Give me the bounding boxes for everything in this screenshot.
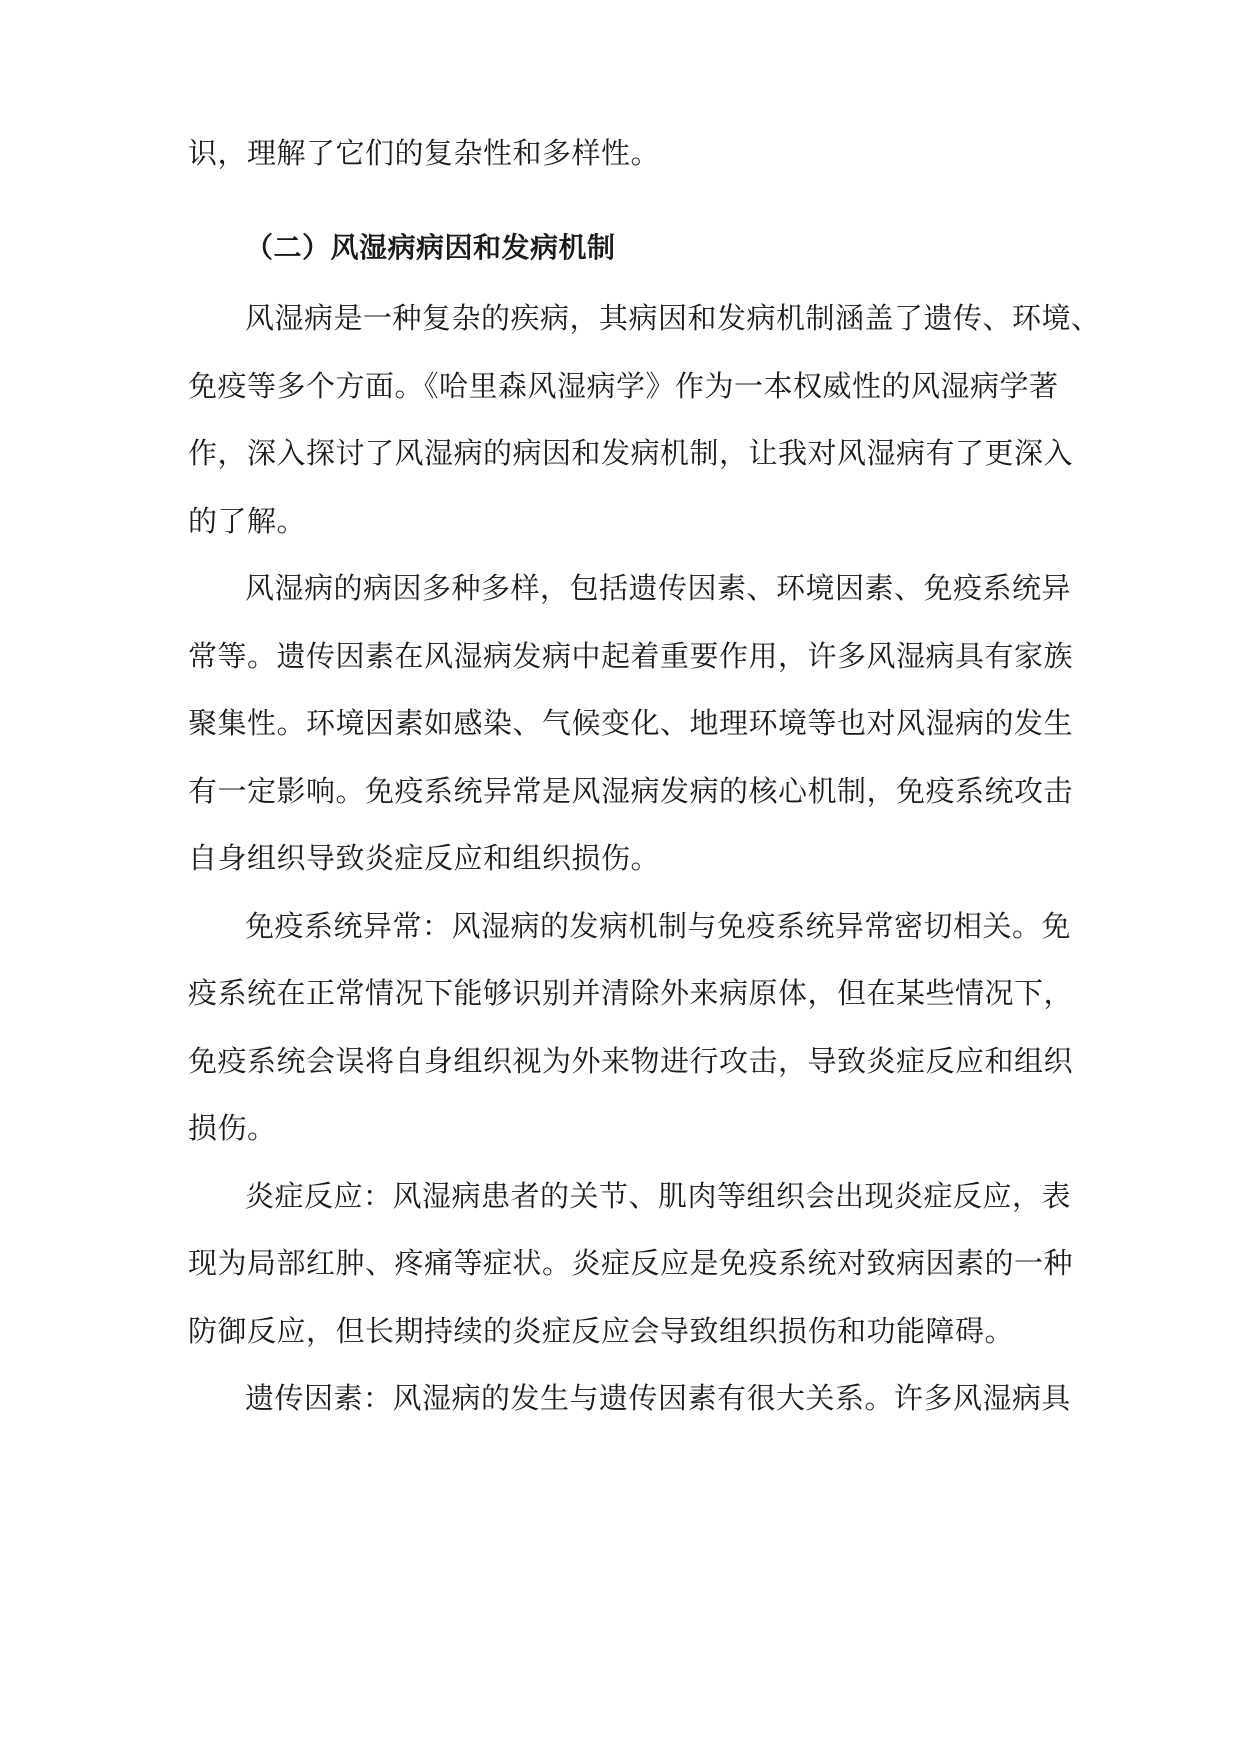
text-line: 常等。遗传因素在风湿病发病中起着重要作用，许多风湿病具有家族: [188, 639, 1074, 673]
text-line: 有一定影响。免疫系统异常是风湿病发病的核心机制，免疫系统攻击: [188, 774, 1074, 808]
text-line: 的了解。: [188, 504, 307, 538]
text-line: 疫系统在正常情况下能够识别并清除外来病原体，但在某些情况下，: [188, 976, 1074, 1010]
text-line: 防御反应，但长期持续的炎症反应会导致组织损伤和功能障碍。: [188, 1314, 1015, 1348]
section-heading: （二）风湿病病因和发病机制: [245, 231, 616, 264]
text-line: 风湿病的病因多种多样，包括遗传因素、环境因素、免疫系统异: [245, 571, 1072, 605]
text-line: 作，深入探讨了风湿病的病因和发病机制，让我对风湿病有了更深入: [188, 436, 1074, 470]
text-line: 风湿病是一种复杂的疾病，其病因和发病机制涵盖了遗传、环境、: [245, 301, 1101, 335]
text-line: 炎症反应：风湿病患者的关节、肌肉等组织会出现炎症反应，表: [245, 1179, 1072, 1213]
text-line: 自身组织导致炎症反应和组织损伤。: [188, 841, 661, 875]
text-line: 免疫系统异常：风湿病的发病机制与免疫系统异常密切相关。免: [245, 909, 1072, 943]
text-line: 识，理解了它们的复杂性和多样性。: [188, 136, 661, 170]
text-line: 聚集性。环境因素如感染、气候变化、地理环境等也对风湿病的发生: [188, 706, 1074, 740]
text-line: 现为局部红肿、疼痛等症状。炎症反应是免疫系统对致病因素的一种: [188, 1246, 1074, 1280]
text-line: 损伤。: [188, 1111, 277, 1145]
text-line: 免疫等多个方面。《哈里森风湿病学》作为一本权威性的风湿病学著: [188, 369, 1059, 403]
text-line: 遗传因素：风湿病的发生与遗传因素有很大关系。许多风湿病具: [245, 1381, 1072, 1415]
text-line: 免疫系统会误将自身组织视为外来物进行攻击，导致炎症反应和组织: [188, 1044, 1074, 1078]
